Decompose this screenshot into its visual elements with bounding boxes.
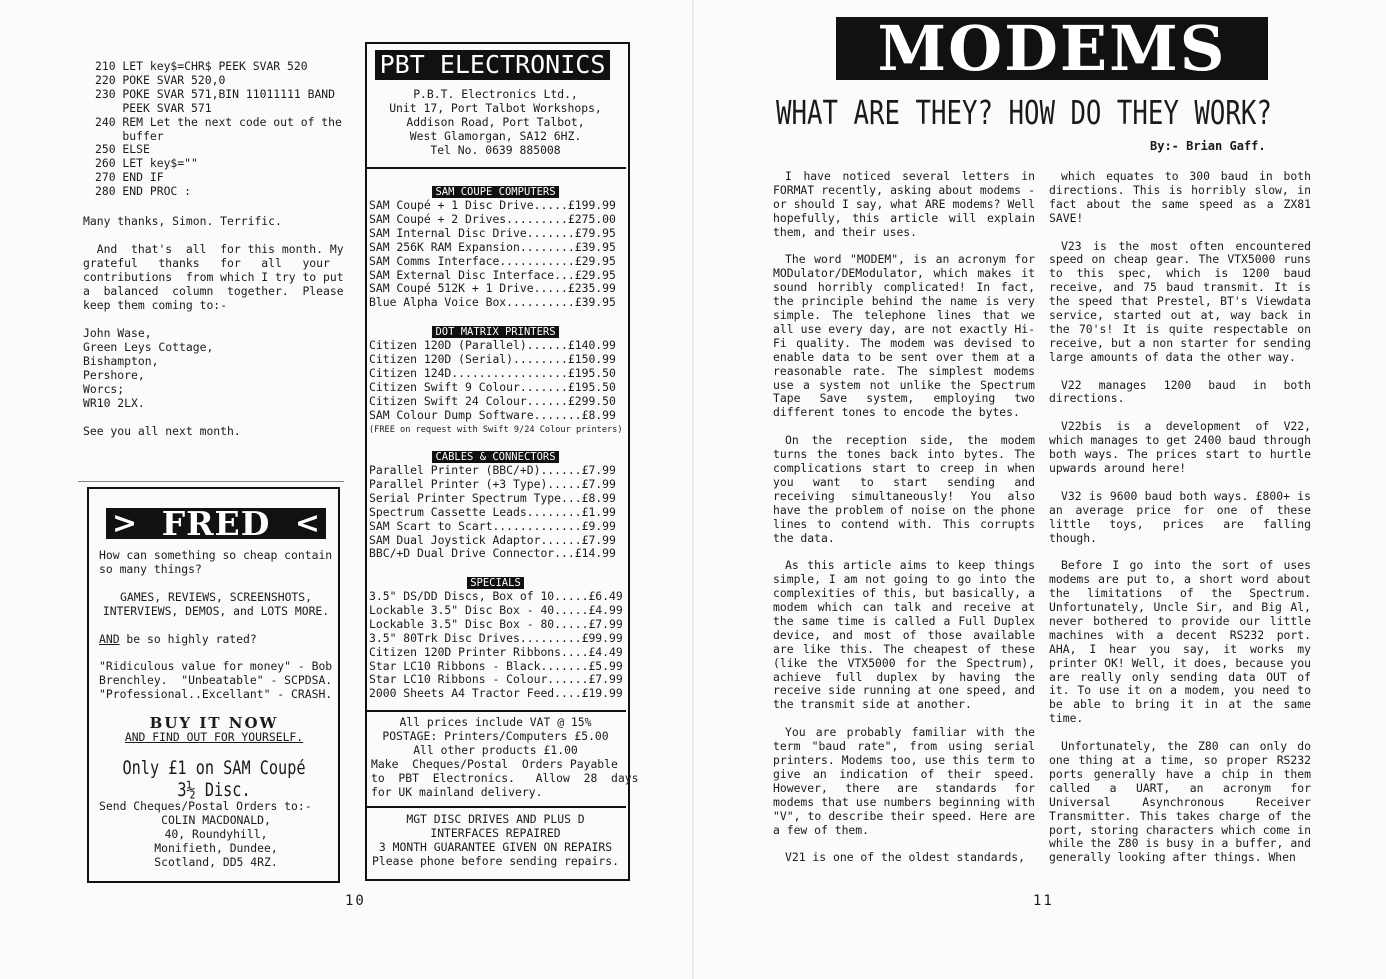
article-paragraph: The word "MODEM", is an acronym for MODulator/DEModulator, which makes it sound horribly complicated! In fact, the principle behind the name is very simple. The telephone lines that we all use every day, are not exactly Hi-Fi quality. The modem was devised to enable data to be sent over them at a reasonable rate. The simplest modems use a system not unlike the Spectrum Tape Save system, employing two different tones to encode the bytes. xyxy=(773,252,1035,420)
thanks-line: Many thanks, Simon. Terrific. xyxy=(83,214,282,228)
fred-intro: How can something so cheap contain so many things? xyxy=(99,548,333,576)
sam-heading-text: SAM COUPE COMPUTERS xyxy=(432,186,558,198)
byline: By:- Brian Gaff. xyxy=(1150,139,1266,153)
page-number-left: 10 xyxy=(345,893,366,909)
printers-heading-text: DOT MATRIX PRINTERS xyxy=(432,326,558,338)
sam-price-list: SAM Coupé + 1 Disc Drive.....£199.99 SAM Coupé + 2 Drives.........£275.00 SAM Internal Disc Drive.......£79.95 SAM 256K RAM Expansion........£39.95 SAM Comms Interface...........£29.95 SAM External Disc Interface...£29.95 SAM Coupé 512K + 1 Drive.....£235.99 Blue Alpha Voice Box..........£39.95 xyxy=(369,198,616,310)
specials-price-list: 3.5" DS/DD Discs, Box of 10.....£6.49 Lockable 3.5" Disc Box - 40.....£4.99 Lockable 3.5" Disc Box - 80.....£7.99 3.5" 80Trk Disc Drives.........£99.99 Citizen 120D Printer Ribbons....£4.49 Star LC10 Ribbons - Black.......£5.99 Star LC10 Ribbons - Colour......£7.99 2000 Sheets A4 Tractor Feed....£19.99 xyxy=(369,589,623,701)
basic-code-listing xyxy=(95,60,355,199)
pbt-divider xyxy=(365,806,626,808)
pbt-title: PBT ELECTRONICS xyxy=(379,50,606,79)
pbt-repairs: MGT DISC DRIVES AND PLUS D INTERFACES REPAIRED 3 MONTH GUARANTEE GIVEN ON REPAIRS Please phone before sending repairs. xyxy=(372,812,619,868)
article-paragraph: V32 is 9600 baud both ways. £800+ is an average price for one of these little toys, prices are falling though. xyxy=(1049,488,1311,545)
find-out-line: AND FIND OUT FOR YOURSELF. xyxy=(124,730,304,744)
closing-paragraph: And that's all for this month. My grateful thanks for all your contributions from which I try to put a balanced column together. Please keep them coming to:- xyxy=(83,242,344,312)
fred-banner xyxy=(106,504,326,543)
article-paragraph: As this article aims to keep things simple, I am not going to go into the complexities of this, but basically, a modem which can talk and receive at the same time is called a Full Duplex device, and most of those available are like this. The cheapest of these (like the VTX5000 for the Spectrum), achieve full duplex by having the receive side running at one speed, and the transmit side at another. xyxy=(773,558,1035,712)
page-fold xyxy=(692,0,694,979)
cables-price-list: Parallel Printer (BBC/+D)......£7.99 Parallel Printer (+3 Type).....£7.99 Serial Printer Spectrum Type...£8.99 Spectrum Cassette Leads........£1.99 SAM Scart to Scart.............£9.99 SAM Dual Joystick Adaptor......£7.99 BBC/+D Dual Drive Connector...£14.99 xyxy=(369,463,616,561)
signoff-line: See you all next month. xyxy=(83,424,241,438)
fred-quotes: "Ridiculous value for money" - Bob Brenchley. "Unbeatable" - SCPDSA. "Professional..Excellant" - CRASH. xyxy=(99,659,333,701)
page-number-right: 11 xyxy=(1033,893,1054,909)
buy-it-now: BUY IT NOW xyxy=(149,714,279,732)
pbt-divider xyxy=(365,167,626,169)
send-address: COLIN MACDONALD, 40, Roundyhill, Monifieth, Dundee, Scotland, DD5 4RZ. xyxy=(154,813,278,869)
article-paragraph: I have noticed several letters in FORMAT recently, asking about modems - or should I say, what ARE modems? Well hopefully, this article will explain them, and their uses. xyxy=(773,169,1035,239)
code-line: 280 END PROC : xyxy=(95,184,192,199)
code-line: 230 POKE SVAR 571,BIN 11011111 BAND xyxy=(95,86,336,101)
code-line: buffer xyxy=(95,128,164,143)
code-line: 270 END IF xyxy=(95,170,164,185)
article-column-2 xyxy=(1049,170,1311,879)
article-paragraph: You are probably familiar with the term "baud rate", from using serial printers. Modems too, use this term to give an indication of their speed. However, there are standards for modems that use numbers beginning with "V", to describe their speed. Here are a few of them. xyxy=(773,725,1035,837)
code-line: PEEK SVAR 571 xyxy=(95,100,212,115)
divider-line xyxy=(78,481,344,482)
code-line: 260 LET key$="" xyxy=(95,156,198,171)
fred-title: FRED xyxy=(161,504,271,543)
send-orders-label: Send Cheques/Postal Orders to:- xyxy=(99,799,312,813)
article-column-1 xyxy=(773,170,1035,879)
banner-left-arrow: > xyxy=(112,506,138,541)
article-subtitle: WHAT ARE THEY? HOW DO THEY WORK? xyxy=(776,93,1272,132)
article-paragraph: Before I go into the sort of uses modems are put to, a short word about the limitations of the Spectrum. Unfortunately, Uncle Sir, and Big Al, never bothered to provide our little machines with a decent RS232 port. AHA, I hear you say, it works my printer OK! Well, it does, because you are really only sending data OUT of it. To use it on a modem, you need to be able to bring it in at the same time. xyxy=(1049,558,1311,726)
printers-note: (FREE on request with Swift 9/24 Colour printers) xyxy=(369,425,623,435)
cables-heading-text: CABLES & CONNECTORS xyxy=(432,451,558,463)
article-paragraph: V22bis is a development of V22, which manages to get 2400 baud through both ways. The prices start to hurtle upwards around here! xyxy=(1049,419,1311,475)
article-paragraph: On the reception side, the modem turns the tones back into bytes. The complications start to creep in when you want to start sending and receiving simultaneously! You also have the problem of noise on the phone lines to contend with. This corrupts the data. xyxy=(773,433,1035,545)
pbt-terms: All prices include VAT @ 15% POSTAGE: Printers/Computers £5.00 All other products £1.00 xyxy=(382,715,609,757)
code-line: 220 POKE SVAR 520,0 xyxy=(95,72,226,87)
pbt-divider xyxy=(365,710,626,712)
fred-rated-line xyxy=(99,633,339,647)
article-paragraph: Unfortunately, the Z80 can only do one thing at a time, so proper RS232 ports generally have a chip in them called a UART, an acronym for Universal Asynchronous Receiver Transmitter. This takes charge of the port, storing characters which come in while the Z80 is busy in a buffer, and generally looking after things. When xyxy=(1049,739,1311,865)
fred-price: Only £1 on SAM Coupé 3½ Disc. xyxy=(122,757,306,801)
printers-price-list: Citizen 120D (Parallel)......£140.99 Citizen 120D (Serial)........£150.99 Citizen 124D.................£195.50 Citizen Swift 9 Colour.......£195.50 Citizen Swift 24 Colour......£299.50 SAM Colour Dump Software.......£8.99 xyxy=(369,338,616,422)
article-paragraph: V21 is one of the oldest standards, xyxy=(785,850,1026,865)
modems-banner: MODEMS xyxy=(836,17,1268,80)
article-paragraph: which equates to 300 baud in both directions. This is horribly slow, in fact about the same speed as a ZX81 SAVE! xyxy=(1049,169,1311,225)
fred-contents: GAMES, REVIEWS, SCREENSHOTS, INTERVIEWS, DEMOS, and LOTS MORE. xyxy=(102,590,330,618)
and-label: AND xyxy=(99,632,120,646)
rated-text: be so highly rated? xyxy=(119,632,257,646)
code-line: 240 REM Let the next code out of the xyxy=(95,114,342,129)
code-line: 210 LET key$=CHR$ PEEK SVAR 520 xyxy=(95,59,308,73)
article-paragraph: V22 manages 1200 baud in both directions. xyxy=(1049,377,1311,406)
code-line: 250 ELSE xyxy=(95,142,150,157)
pbt-payment: Make Cheques/Postal Orders Payable to PBT Electronics. Allow 28 days for UK mainland delivery. xyxy=(371,757,639,799)
banner-right-arrow: < xyxy=(294,506,320,541)
article-paragraph: V23 is the most often encountered speed on cheap gear. The VTX5000 runs to this spec, which is 1200 baud receive, and 75 baud transmit. It is the speed that Prestel, BT's Viewdata service, started out at, way back in the 70's! It is quite respectable on receive, but a non starter for sending large amounts of data the other way. xyxy=(1049,238,1311,364)
specials-heading-text: SPECIALS xyxy=(467,577,524,589)
pbt-address: P.B.T. Electronics Ltd., Unit 17, Port Talbot Workshops, Addison Road, Port Talbot, West Glamorgan, SA12 6HZ. Tel No. 0639 885008 xyxy=(389,87,602,157)
contact-address: John Wase, Green Leys Cottage, Bishampton, Pershore, Worcs; WR10 2LX. xyxy=(83,326,214,410)
